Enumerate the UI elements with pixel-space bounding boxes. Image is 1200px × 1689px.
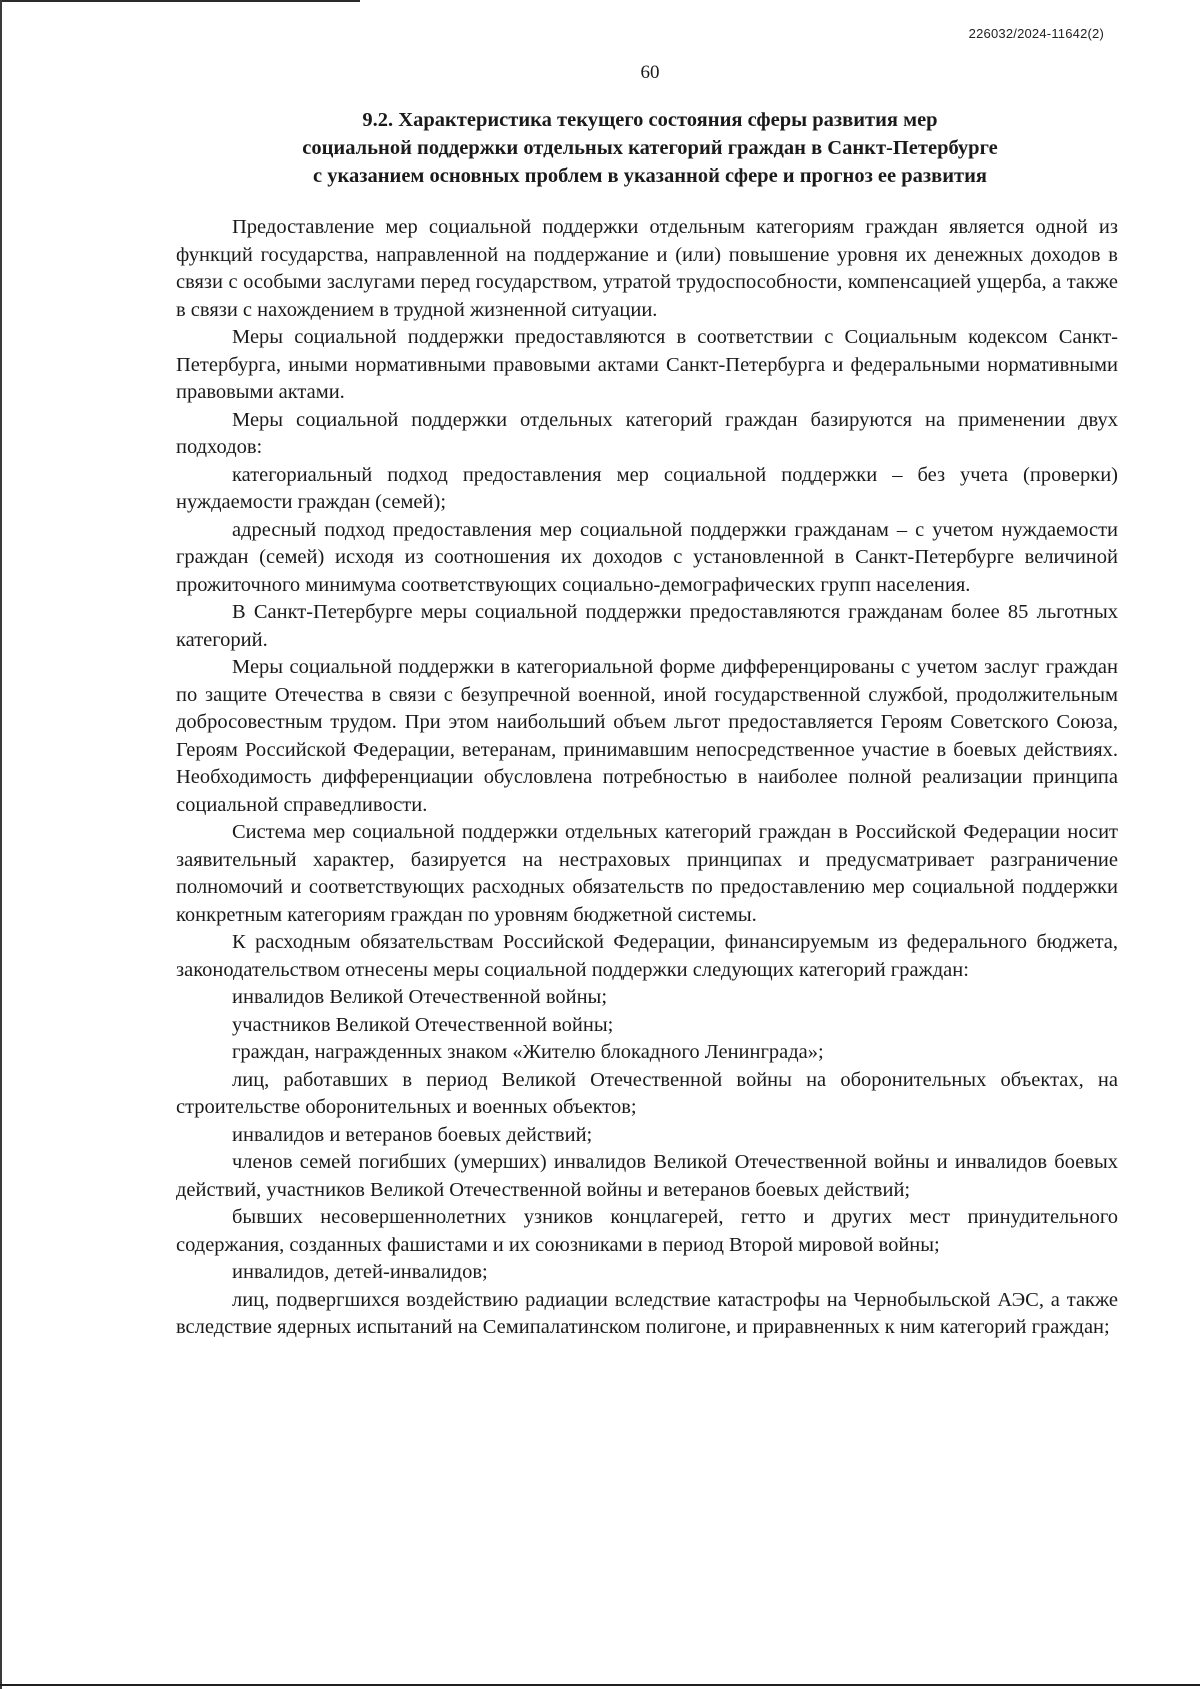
section-heading-line: социальной поддержки отдельных категорий граждан в Санкт-Петербурге — [302, 137, 998, 159]
list-item: инвалидов Великой Отечественной войны; — [232, 986, 608, 1008]
page-number: 60 — [640, 62, 660, 83]
list-item: лиц, подвергшихся воздействию радиации вследствие катастрофы на Чернобыльской АЭС, а также вследствие ядерных испытаний на Семипалатинском полигоне, и приравненных к ним категорий граждан; — [176, 1288, 1118, 1338]
paragraph: Меры социальной поддержки предоставляются в соответствии с Социальным кодексом Санкт-Петербурга, иными нормативными правовыми актами Санкт-Петербурга и федеральными нормативными правовыми актами. — [176, 326, 1118, 403]
scan-artifact-left-edge — [0, 0, 2, 1689]
list-item: адресный подход предоставления мер социальной поддержки гражданам – с учетом нуждаемости граждан (семей) исходя из соотношения их доходов с установленной в Санкт-Петербурге величиной прожиточного минимума соответствующих социально-демографических групп населения. — [176, 518, 1118, 596]
list-item: граждан, награжденных знаком «Жителю блокадного Ленинграда»; — [232, 1041, 824, 1063]
paragraph: К расходным обязательствам Российской Федерации, финансируемым из федерального бюджета, законодательством отнесены меры социальной поддержки следующих категорий граждан: — [176, 931, 1118, 981]
document-registration-number: 226032/2024-11642(2) — [968, 26, 1104, 41]
list-item: инвалидов и ветеранов боевых действий; — [232, 1123, 593, 1146]
scan-artifact-bottom-line — [0, 1684, 1200, 1686]
list-item: членов семей погибших (умерших) инвалидов Великой Отечественной войны и инвалидов боевых действий, участников Великой Отечественной войны и ветеранов боевых действий; — [176, 1151, 1118, 1201]
list-item: участников Великой Отечественной войны; — [232, 1013, 614, 1036]
list-item: бывших несовершеннолетних узников концлагерей, гетто и других мест принудительного содержания, созданных фашистами и их союзниками в период Второй мировой войны; — [176, 1206, 1118, 1256]
section-heading — [150, 106, 1150, 190]
scan-artifact-top-line — [0, 0, 360, 2]
list-item: инвалидов, детей-инвалидов; — [232, 1261, 488, 1283]
paragraph: Предоставление мер социальной поддержки отдельным категориям граждан является одной из функций государства, направленной на поддержание и (или) повышение уровня их денежных доходов в связи с особыми заслугами перед государством, утратой трудоспособности, компенсацией ущерба, а также в связи с нахождением в трудной жизненной ситуации. — [176, 216, 1118, 321]
document-body — [176, 214, 1118, 1342]
section-heading-line: 9.2. Характеристика текущего состояния сферы развития мер — [362, 109, 938, 131]
paragraph: Система мер социальной поддержки отдельных категорий граждан в Российской Федерации носит заявительный характер, базируется на нестраховых принципах и предусматривает разграничение полномочий и соответствующих расходных обязательств по предоставлению мер социальной поддержки конкретным категориям граждан по уровням бюджетной системы. — [176, 821, 1118, 926]
list-item: категориальный подход предоставления мер социальной поддержки – без учета (проверки) нуждаемости граждан (семей); — [176, 463, 1118, 513]
list-item: лиц, работавших в период Великой Отечественной войны на оборонительных объектах, на строительстве оборонительных и военных объектов; — [176, 1068, 1118, 1118]
paragraph: В Санкт-Петербурге меры социальной поддержки предоставляются гражданам более 85 льготных категорий. — [176, 601, 1118, 651]
paragraph: Меры социальной поддержки отдельных категорий граждан базируются на применении двух подходов: — [176, 408, 1118, 458]
paragraph: Меры социальной поддержки в категориальной форме дифференцированы с учетом заслуг граждан по защите Отечества в связи с безупречной военной, иной государственной службой, продолжительным добросовестным трудом. При этом наибольший объем льгот предоставляется Героям Советского Союза, Героям Российской Федерации, ветеранам, принимавшим непосредственное участие в боевых действиях. Необходимость дифференциации обусловлена потребностью в наиболее полной реализации принципа социальной справедливости. — [176, 656, 1118, 816]
section-heading-line: с указанием основных проблем в указанной сфере и прогноз ее развития — [312, 165, 987, 187]
